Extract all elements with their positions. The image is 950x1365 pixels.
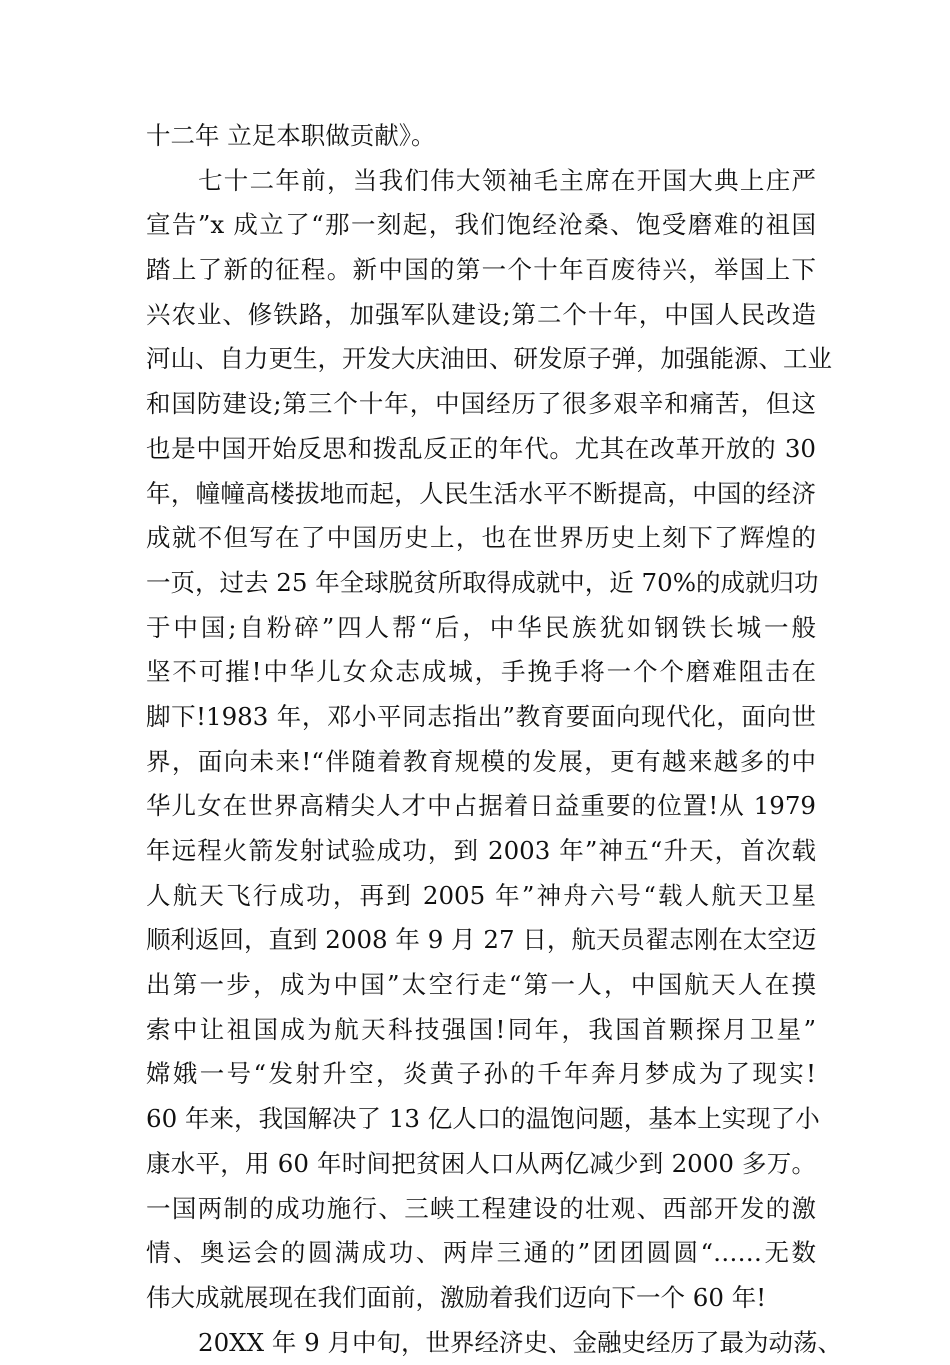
text-line: 康水平，用 60 年时间把贫困人口从两亿减少到 2000 多万。 — [146, 1148, 816, 1178]
text-line: 年远程火箭发射试验成功，到 2003 年”神五“升天，首次载 — [146, 836, 816, 865]
text-line: 华儿女在世界高精尖人才中占据着日益重要的位置!从 1979 — [146, 791, 816, 821]
text-line: 顺利返回，直到 2008 年 9 月 27 日，航天员翟志刚在太空迈 — [146, 925, 817, 955]
text-line: 情、奥运会的圆满成功、两岸三通的”团团圆圆“……无数 — [146, 1238, 816, 1268]
text-line: 60 年来，我国解决了 13 亿人口的温饱问题，基本上实现了小 — [146, 1104, 820, 1134]
text-line: 也是中国开始反思和拨乱反正的年代。尤其在改革开放的 30 — [146, 433, 816, 463]
text-line: 伟大成就展现在我们面前，激励着我们迈向下一个 60 年! — [146, 1282, 767, 1312]
text-line: 坚不可摧!中华儿女众志成城，手挽手将一个个磨难阻击在 — [146, 657, 816, 687]
document-body — [146, 114, 843, 1365]
text-line: 出第一步，成为中国”太空行走“第一人，中国航天人在摸 — [146, 970, 816, 1000]
text-line: 年，幢幢高楼拔地而起，人民生活水平不断提高，中国的经济 — [146, 478, 816, 508]
text-line: 一国两制的成功施行、三峡工程建设的壮观、西部开发的激 — [146, 1193, 816, 1223]
text-line: 踏上了新的征程。新中国的第一个十年百废待兴，举国上下 — [146, 255, 816, 285]
text-line: 河山、自力更生，开发大庆油田、研发原子弹，加强能源、工业 — [146, 344, 832, 374]
text-line: 于中国;自粉碎”四人帮“后，中华民族犹如钢铁长城一般 — [146, 612, 816, 642]
paragraph-first-line: 七十二年前，当我们伟大领袖毛主席在开国大典上庄严 — [198, 165, 816, 195]
text-line: 脚下!1983 年，邓小平同志指出”教育要面向现代化，面向世 — [146, 701, 816, 731]
text-line: 宣告”x 成立了“那一刻起，我们饱经沧桑、饱受磨难的祖国 — [146, 210, 816, 240]
text-line: 一页，过去 25 年全球脱贫所取得成就中，近 70%的成就归功 — [146, 567, 819, 597]
paragraph-first-line: 20XX 年 9 月中旬，世界经济史、金融史经历了最为动荡、 — [198, 1327, 843, 1357]
text-line: 十二年 立足本职做贡献》。 — [146, 121, 436, 150]
text-line: 索中让祖国成为航天科技强国!同年，我国首颗探月卫星” — [146, 1014, 816, 1044]
text-line: 界，面向未来!“伴随着教育规模的发展，更有越来越多的中 — [146, 746, 816, 776]
text-line: 人航天飞行成功，再到 2005 年”神舟六号“载人航天卫星 — [146, 880, 816, 910]
text-line: 和国防建设;第三个十年，中国经历了很多艰辛和痛苦，但这 — [146, 389, 816, 419]
text-line: 兴农业、修铁路，加强军队建设;第二个十年，中国人民改造 — [146, 299, 816, 329]
text-line: 成就不但写在了中国历史上，也在世界历史上刻下了辉煌的 — [146, 523, 816, 553]
text-line: 嫦娥一号“发射升空，炎黄子孙的千年奔月梦成为了现实! — [146, 1059, 816, 1089]
